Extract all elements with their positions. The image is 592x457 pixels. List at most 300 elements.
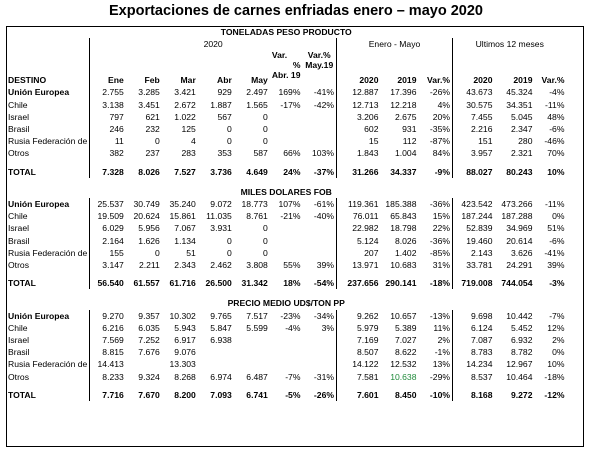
column-header-var-may (302, 50, 336, 86)
row-value (302, 247, 336, 259)
row-value: -4% (285, 322, 301, 333)
row-value: -1% (434, 347, 450, 358)
row-value: 0% (552, 211, 565, 222)
section-title-row (6, 297, 566, 309)
column-header-var-may-line: Var.% (307, 50, 331, 61)
total-value: 7.601 (336, 389, 380, 401)
row-value: 2.343 (174, 260, 196, 271)
row-value: 6.938 (210, 335, 232, 346)
row-value (302, 235, 336, 247)
row-value: 0 (227, 247, 232, 258)
total-value: -9% (434, 166, 450, 177)
row-value: 34.351 (506, 99, 533, 110)
row-value: 473.266 (501, 199, 533, 210)
row-value: 9.262 (336, 310, 380, 322)
row-value: 5.599 (246, 322, 268, 333)
row-value: 20.614 (506, 235, 533, 246)
row-value: 2.462 (210, 260, 232, 271)
total-value: -10% (429, 389, 450, 400)
row-value: 237 (145, 148, 160, 159)
exports-table (6, 26, 566, 401)
table-row (6, 310, 566, 322)
row-value (270, 222, 303, 234)
row-value: 9.357 (138, 310, 160, 321)
total-value: 6.741 (246, 389, 268, 400)
row-value: 51% (547, 223, 565, 234)
total-value: 3.736 (210, 166, 232, 177)
row-value: 3.138 (90, 99, 126, 111)
column-header: May (251, 75, 268, 86)
row-value: 17.396 (390, 87, 417, 98)
total-value: 8.450 (394, 389, 417, 400)
row-value: -29% (429, 371, 450, 382)
row-value: 155 (90, 247, 126, 259)
row-value: 12.532 (390, 359, 417, 370)
row-value: 30.749 (133, 199, 160, 210)
row-value: 6.216 (90, 322, 126, 334)
section-gap (6, 178, 566, 186)
row-value: 19.509 (90, 210, 126, 222)
row-value: 3% (321, 322, 334, 333)
row-destino: Otros (8, 371, 30, 382)
row-value: -23% (280, 310, 301, 321)
row-destino: Brasil (8, 124, 30, 135)
row-value: 15.861 (169, 211, 196, 222)
row-value: 3.808 (246, 260, 268, 271)
row-value: 5.847 (210, 322, 232, 333)
row-value: 7.169 (336, 334, 380, 346)
row-value (270, 235, 303, 247)
total-value: -3% (549, 278, 565, 289)
row-value: 9.076 (174, 347, 196, 358)
row-value: 3.147 (90, 259, 126, 271)
page-title: Exportaciones de carnes enfriadas enero – mayo 2020 (109, 3, 483, 19)
table-row (6, 334, 566, 346)
row-value: 353 (217, 148, 232, 159)
row-destino: Otros (8, 148, 30, 159)
row-value: 4 (191, 136, 196, 147)
column-header: Var.% (427, 75, 450, 86)
total-value: -18% (429, 278, 450, 289)
row-value: 2% (437, 335, 450, 346)
row-value (198, 346, 234, 358)
table-row (6, 210, 566, 222)
row-value: 48% (547, 111, 565, 122)
row-value: 1.004 (394, 148, 417, 159)
row-value: 283 (181, 148, 196, 159)
row-value: 3.451 (138, 99, 160, 110)
group-header-ene-mayo: Enero - Mayo (336, 38, 452, 50)
row-value: 65.843 (390, 211, 417, 222)
row-value: 30.575 (452, 99, 494, 111)
row-value: 10.464 (506, 371, 533, 382)
total-value: 61.716 (169, 278, 196, 289)
row-value: 7.581 (336, 371, 380, 383)
row-value: -35% (429, 124, 450, 135)
row-value: 6.487 (246, 371, 268, 382)
row-destino: Unión Europea (8, 87, 70, 98)
row-value: 34.969 (506, 223, 533, 234)
table-row (6, 123, 566, 135)
section-gap-row (6, 289, 566, 297)
row-value (234, 334, 270, 346)
row-value: 0 (263, 111, 268, 122)
row-value: 207 (336, 247, 380, 259)
row-value: -40% (313, 211, 334, 222)
row-value: 7.087 (452, 334, 494, 346)
total-row (6, 389, 566, 401)
row-value: 187.288 (501, 211, 533, 222)
row-value: 8.783 (452, 346, 494, 358)
row-value: 55% (283, 260, 301, 271)
row-value (302, 111, 336, 123)
row-value: 5.389 (394, 322, 417, 333)
row-value: 7.676 (138, 347, 160, 358)
row-value: 9.270 (90, 310, 126, 322)
column-header: Var.% (541, 75, 565, 86)
row-value: 10.302 (169, 310, 196, 321)
row-value: 2.347 (510, 124, 533, 135)
row-value: 5.979 (336, 322, 380, 334)
row-value: 423.542 (452, 198, 494, 210)
section-title: PRECIO MEDIO UD$/TON PP (227, 298, 345, 309)
total-value: 7.670 (138, 389, 160, 400)
row-value: 2.672 (174, 99, 196, 110)
row-value: 15% (432, 211, 450, 222)
table-row (6, 247, 566, 259)
row-value: -4% (549, 87, 565, 98)
row-value: 0 (263, 136, 268, 147)
row-value: 567 (217, 111, 232, 122)
row-value: 43.673 (452, 86, 494, 98)
row-value: 76.011 (336, 210, 380, 222)
table-row (6, 135, 566, 147)
total-value: 61.557 (133, 278, 160, 289)
group-header-2020: 2020 (90, 38, 337, 50)
row-value (302, 123, 336, 135)
total-value: -26% (313, 389, 334, 400)
total-value: 237.656 (336, 277, 380, 289)
row-value: 22% (432, 223, 450, 234)
row-value: 1.887 (210, 99, 232, 110)
row-value: 3.206 (336, 111, 380, 123)
row-value: 20.624 (133, 211, 160, 222)
row-value: 35.240 (169, 199, 196, 210)
total-value: 18% (283, 278, 301, 289)
total-value: 4.649 (246, 166, 268, 177)
column-header: Ene (90, 50, 126, 86)
row-value: 3.421 (174, 87, 196, 98)
row-destino: Israel (8, 223, 30, 234)
row-destino: Rusia Federación de (8, 247, 88, 258)
total-value: -5% (285, 389, 301, 400)
row-value (302, 358, 336, 370)
section-title: TONELADAS PESO PRODUCTO (220, 27, 352, 37)
row-destino: Brasil (8, 347, 30, 358)
row-value: 8.782 (510, 347, 533, 358)
table-row (6, 322, 566, 334)
row-value: 8.268 (174, 371, 196, 382)
total-value: 88.027 (452, 166, 494, 178)
row-value: -31% (313, 371, 334, 382)
row-value: 33.781 (452, 259, 494, 271)
row-value: 13% (432, 359, 450, 370)
row-value: 125 (181, 124, 196, 135)
row-value: 2.675 (394, 111, 417, 122)
row-value: -41% (544, 247, 565, 258)
row-value: 621 (145, 111, 160, 122)
row-value (234, 358, 270, 370)
row-destino: Israel (8, 335, 30, 346)
row-value: 929 (217, 87, 232, 98)
row-value: 0 (263, 235, 268, 246)
row-value: -17% (280, 99, 301, 110)
column-header-row (6, 50, 566, 86)
row-destino: Chile (8, 211, 28, 222)
row-value: 1.843 (336, 147, 380, 159)
column-header-destino: DESTINO (8, 75, 47, 86)
row-value: 112 (402, 136, 417, 147)
row-value: 246 (90, 123, 126, 135)
row-value: -18% (544, 371, 565, 382)
column-header: Abr (217, 75, 232, 86)
total-value: -54% (313, 278, 334, 289)
row-value: 12% (547, 322, 565, 333)
table-row (6, 358, 566, 370)
column-header-var-abr-line: Var. (271, 50, 288, 61)
row-value: 3.931 (210, 223, 232, 234)
total-value: 10% (547, 166, 565, 177)
row-value: 8.233 (90, 371, 126, 383)
row-value: 10% (547, 359, 565, 370)
row-value: 602 (336, 123, 380, 135)
total-value: 24% (283, 166, 301, 177)
row-value: -46% (544, 136, 565, 147)
row-value: 39% (316, 260, 334, 271)
row-value: 5.124 (336, 235, 380, 247)
row-value: 0 (263, 247, 268, 258)
row-value (234, 346, 270, 358)
row-value: 3.957 (452, 147, 494, 159)
column-header: 2020 (452, 50, 494, 86)
table-row (6, 346, 566, 358)
row-value: 0 (263, 124, 268, 135)
row-value: 169% (278, 87, 301, 98)
row-value: 0% (552, 347, 565, 358)
row-value: 9.072 (210, 199, 232, 210)
row-value: 2.216 (452, 123, 494, 135)
total-value: 34.337 (390, 166, 417, 177)
row-value: 8.537 (452, 371, 494, 383)
row-value: 1.626 (138, 235, 160, 246)
row-value: 103% (312, 148, 334, 159)
table-row (6, 99, 566, 111)
section-gap (6, 289, 566, 297)
total-value: 8.168 (452, 389, 494, 401)
row-value: 7.517 (246, 310, 268, 321)
row-value: -41% (313, 87, 334, 98)
total-value: 31.342 (241, 278, 268, 289)
row-value: 39% (547, 260, 565, 271)
row-value: 151 (452, 135, 494, 147)
row-value: 12.887 (336, 86, 380, 98)
row-value: 5.452 (510, 322, 533, 333)
table-row (6, 86, 566, 98)
row-value: 6.917 (174, 335, 196, 346)
row-value: 6.124 (452, 322, 494, 334)
row-value (270, 247, 303, 259)
row-value (270, 111, 303, 123)
row-value: 9.765 (210, 310, 232, 321)
row-value: 8.815 (90, 346, 126, 358)
column-header: Mar (180, 75, 196, 86)
group-header-empty (6, 38, 90, 50)
row-value: 185.388 (385, 199, 417, 210)
row-value: 5.045 (510, 111, 533, 122)
row-value: 10.657 (390, 310, 417, 321)
row-value: 9.698 (452, 310, 494, 322)
row-value: 6.029 (90, 222, 126, 234)
total-value: -37% (313, 166, 334, 177)
row-value: -85% (429, 247, 450, 258)
row-value: -61% (313, 199, 334, 210)
row-value (270, 334, 303, 346)
row-value: 13.303 (169, 359, 196, 370)
row-value: 0 (227, 136, 232, 147)
row-value: -26% (429, 87, 450, 98)
row-value: 587 (253, 148, 268, 159)
total-row (6, 166, 566, 178)
row-value: 51 (186, 247, 196, 258)
row-value: 52.839 (452, 222, 494, 234)
row-value: 5.956 (138, 223, 160, 234)
table-row (6, 259, 566, 271)
row-value: 7.067 (174, 223, 196, 234)
row-value: 1.402 (394, 247, 417, 258)
row-value: -36% (429, 235, 450, 246)
column-header-var-abr-line: % (292, 60, 301, 71)
row-value: 13.971 (336, 259, 380, 271)
row-value: 6.035 (138, 322, 160, 333)
row-value: -87% (429, 136, 450, 147)
table-row (6, 235, 566, 247)
row-value: 2.497 (246, 87, 268, 98)
row-value: 9.324 (138, 371, 160, 382)
row-value: -42% (313, 99, 334, 110)
section-gap-row (6, 178, 566, 186)
row-value (126, 358, 162, 370)
row-value: 8.507 (336, 346, 380, 358)
row-value: 2.321 (510, 148, 533, 159)
total-value: 290.141 (385, 278, 417, 289)
row-value: 10.442 (506, 310, 533, 321)
table-row (6, 198, 566, 210)
row-value: 66% (283, 148, 301, 159)
row-value: 3.285 (138, 87, 160, 98)
column-header-var-abr-line: Abr. 19 (271, 70, 301, 81)
row-value: 0 (155, 136, 160, 147)
row-value: 10.683 (390, 260, 417, 271)
total-value: 7.093 (210, 389, 232, 400)
row-value: 2.164 (90, 235, 126, 247)
row-value: -13% (429, 310, 450, 321)
row-value: -6% (549, 124, 565, 135)
row-value (270, 135, 303, 147)
section-title: MILES DOLARES FOB (240, 186, 332, 197)
row-value: 18.773 (241, 199, 268, 210)
row-value: 6.974 (210, 371, 232, 382)
total-value: 719.008 (452, 277, 494, 289)
section-title-row (6, 26, 566, 38)
row-value: 10.638 (390, 371, 417, 382)
row-value: 119.361 (336, 198, 380, 210)
row-value: 7.569 (90, 334, 126, 346)
row-value: -36% (429, 199, 450, 210)
group-header-row (6, 38, 566, 50)
total-value: 8.200 (174, 389, 196, 400)
row-destino: Unión Europea (8, 199, 70, 210)
total-value: 26.500 (205, 278, 232, 289)
row-destino: Brasil (8, 235, 30, 246)
section-title-row (6, 186, 566, 198)
total-label: TOTAL (8, 278, 36, 289)
row-value: 8.026 (394, 235, 417, 246)
row-value: 280 (518, 136, 533, 147)
group-header-ultimos-12: Ultimos 12 meses (452, 38, 566, 50)
row-value: 12.218 (390, 99, 417, 110)
row-destino: Rusia Federación de (8, 136, 88, 147)
row-destino: Chile (8, 322, 28, 333)
row-value: 15 (336, 135, 380, 147)
row-value: 1.022 (174, 111, 196, 122)
total-value: 9.272 (510, 389, 533, 400)
row-value: -6% (549, 235, 565, 246)
row-value: -7% (285, 371, 301, 382)
row-value: 187.244 (452, 210, 494, 222)
row-value: 3.626 (510, 247, 533, 258)
row-value: 2% (552, 335, 565, 346)
total-value: 7.527 (174, 166, 196, 177)
row-value: 22.982 (336, 222, 380, 234)
total-value: 31.266 (336, 166, 380, 178)
total-row (6, 277, 566, 289)
row-value: 7.252 (138, 335, 160, 346)
row-value: 6.932 (510, 335, 533, 346)
row-value: 8.622 (394, 347, 417, 358)
row-value: -7% (549, 310, 565, 321)
total-value: 7.328 (90, 166, 126, 178)
row-value (270, 123, 303, 135)
row-value: 12.713 (336, 99, 380, 111)
row-destino: Israel (8, 111, 30, 122)
row-value: 7.455 (452, 111, 494, 123)
row-value: 84% (432, 148, 450, 159)
row-value: 0 (263, 223, 268, 234)
row-value (302, 346, 336, 358)
row-value: 20% (432, 111, 450, 122)
row-value: 45.324 (506, 87, 533, 98)
column-header: 2019 (513, 75, 533, 86)
row-value: -11% (545, 199, 565, 210)
row-value: 11% (433, 322, 450, 333)
row-value (302, 334, 336, 346)
total-value: -12% (544, 389, 565, 400)
row-value: 2.143 (452, 247, 494, 259)
row-value: 2.755 (90, 86, 126, 98)
row-value: 11.035 (206, 211, 232, 222)
row-value (302, 222, 336, 234)
row-value (270, 358, 303, 370)
